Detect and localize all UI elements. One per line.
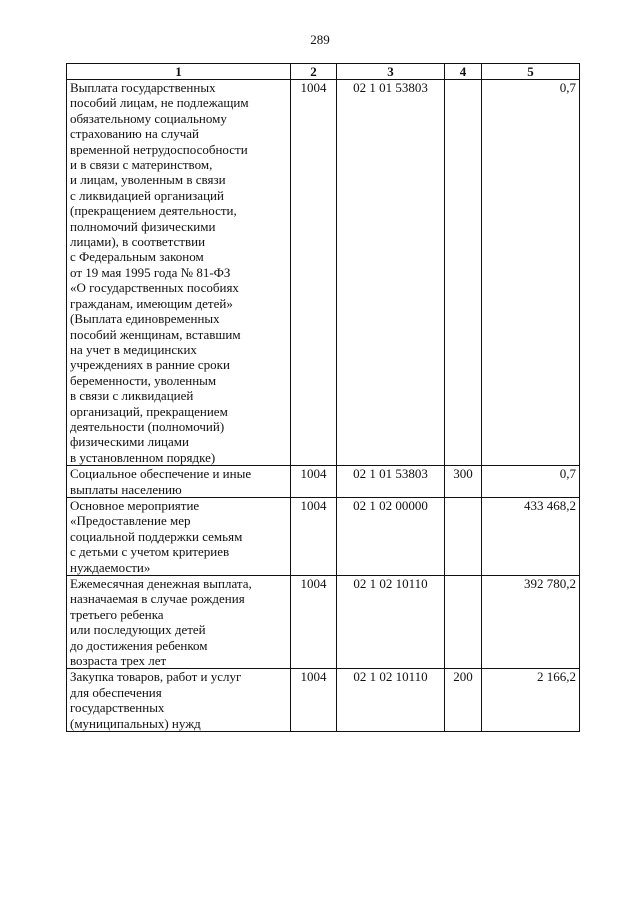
target-code: 02 1 01 53803 [337,466,445,498]
expense-type [445,497,482,575]
expense-type [445,576,482,669]
amount: 392 780,2 [482,576,580,669]
expense-type: 200 [445,669,482,732]
target-code: 02 1 02 10110 [337,576,445,669]
table-header-row [67,64,580,80]
table-row [67,80,580,466]
target-code: 02 1 02 00000 [337,497,445,575]
table-row [67,669,580,732]
column-header: 5 [482,64,580,80]
section-code: 1004 [291,497,337,575]
item-name: Выплата государственных пособий лицам, не подлежащим обязательному социальному страхованию на случай временной нетрудоспособности и в связи с материнством, и лицам, уволенным в связи с ликвидацией организаций (прекращением деятельности, полномочий физическими лицами), в соответствии с Федеральным законом от 19 мая 1995 года № 81-ФЗ «О государственных пособиях гражданам, имеющим детей» (Выплата единовременных пособий женщинам, вставшим на учет в медицинских учреждениях в ранние сроки беременности, уволенным в связи с ликвидацией организаций, прекращением деятельности (полномочий) физическими лицами в установленном порядке) [67,80,291,466]
amount: 2 166,2 [482,669,580,732]
amount: 0,7 [482,466,580,498]
amount: 433 468,2 [482,497,580,575]
amount: 0,7 [482,80,580,466]
item-name: Основное мероприятие «Предоставление мер социальной поддержки семьям с детьми с учетом критериев нуждаемости» [67,497,291,575]
item-name: Закупка товаров, работ и услуг для обеспечения государственных (муниципальных) нужд [67,669,291,732]
column-header: 1 [67,64,291,80]
section-code: 1004 [291,576,337,669]
target-code: 02 1 02 10110 [337,669,445,732]
page-number: 289 [310,32,330,47]
table-row [67,497,580,575]
section-code: 1004 [291,80,337,466]
expense-type [445,80,482,466]
table-row [67,466,580,498]
column-header: 2 [291,64,337,80]
budget-table [66,63,580,732]
column-header: 3 [337,64,445,80]
item-name: Ежемесячная денежная выплата, назначаемая в случае рождения третьего ребенка или последующих детей до достижения ребенком возраста трех лет [67,576,291,669]
target-code: 02 1 01 53803 [337,80,445,466]
section-code: 1004 [291,466,337,498]
expense-type: 300 [445,466,482,498]
table-row [67,576,580,669]
section-code: 1004 [291,669,337,732]
item-name: Социальное обеспечение и иные выплаты населению [67,466,291,498]
column-header: 4 [445,64,482,80]
